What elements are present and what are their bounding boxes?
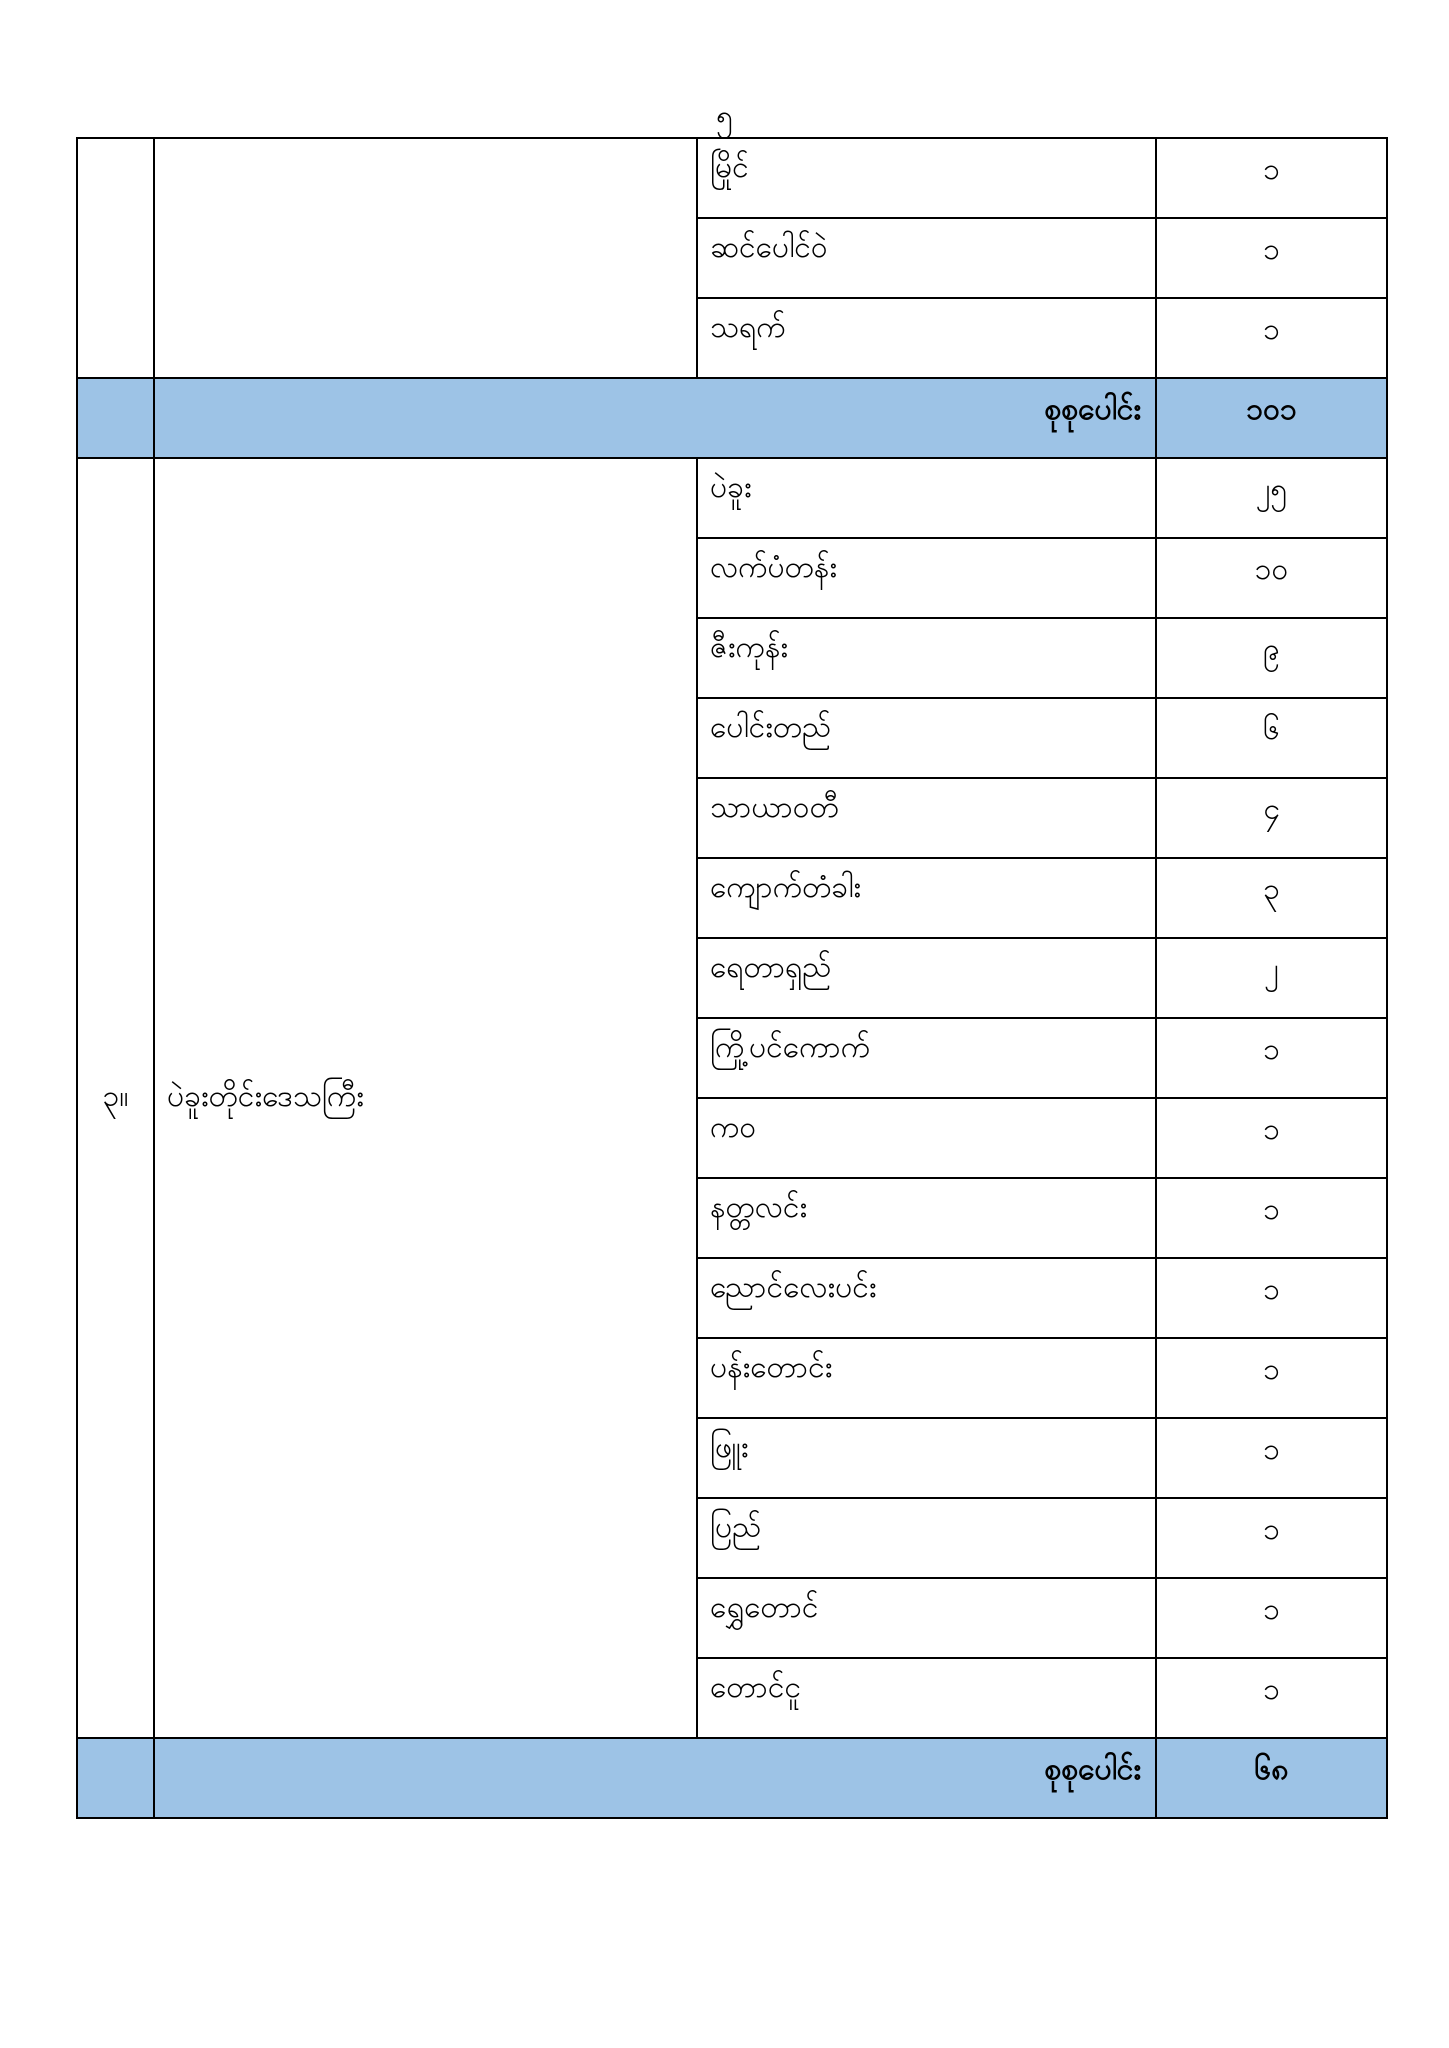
region-cell: ပဲခူးတိုင်းဒေသကြီး (154, 458, 697, 1738)
total-row-blank-cell (77, 378, 154, 458)
township-cell: ပန်းတောင်း (697, 1338, 1156, 1418)
row-number-cell (77, 138, 154, 378)
township-cell: ပဲခူး (697, 458, 1156, 538)
township-cell: ရွှေတောင် (697, 1578, 1156, 1658)
count-cell: ၁ (1156, 1178, 1387, 1258)
total-value: ၆၈ (1156, 1738, 1387, 1818)
region-cell (154, 138, 697, 378)
count-cell: ၃ (1156, 858, 1387, 938)
count-cell: ၉ (1156, 618, 1387, 698)
township-cell: ပြည် (697, 1498, 1156, 1578)
township-cell: ကျောက်တံခါး (697, 858, 1156, 938)
count-cell: ၁ (1156, 1578, 1387, 1658)
township-count-table (76, 137, 1388, 1819)
township-cell: ရေတာရှည် (697, 938, 1156, 1018)
total-label: စုစုပေါင်း (154, 1738, 1156, 1818)
township-cell: ဇီးကုန်း (697, 618, 1156, 698)
count-cell: ၁ (1156, 1098, 1387, 1178)
township-cell: သာယာဝတီ (697, 778, 1156, 858)
count-cell: ၁၀ (1156, 538, 1387, 618)
total-row-blank-cell (77, 1738, 154, 1818)
row-number-cell: ၃။ (77, 458, 154, 1738)
count-cell: ၁ (1156, 1018, 1387, 1098)
township-cell: မြိုင် (697, 138, 1156, 218)
township-cell: ညောင်လေးပင်း (697, 1258, 1156, 1338)
total-row (77, 1738, 1387, 1818)
township-cell: လက်ပံတန်း (697, 538, 1156, 618)
count-cell: ၁ (1156, 1658, 1387, 1738)
township-cell: ကဝ (697, 1098, 1156, 1178)
total-row (77, 378, 1387, 458)
count-cell: ၂၅ (1156, 458, 1387, 538)
page-number: ၅ (716, 99, 733, 134)
township-cell: နတ္တလင်း (697, 1178, 1156, 1258)
count-cell: ၁ (1156, 218, 1387, 298)
table-row (77, 138, 1387, 218)
township-cell: ပေါင်းတည် (697, 698, 1156, 778)
township-cell: သရက် (697, 298, 1156, 378)
count-cell: ၆ (1156, 698, 1387, 778)
total-value: ၁၀၁ (1156, 378, 1387, 458)
count-cell: ၁ (1156, 1498, 1387, 1578)
table-row (77, 458, 1387, 538)
count-cell: ၁ (1156, 1418, 1387, 1498)
count-cell: ၂ (1156, 938, 1387, 1018)
township-cell: ဆင်ပေါင်ဝဲ (697, 218, 1156, 298)
township-cell: ဖြူး (697, 1418, 1156, 1498)
total-label: စုစုပေါင်း (154, 378, 1156, 458)
count-cell: ၁ (1156, 1338, 1387, 1418)
count-cell: ၄ (1156, 778, 1387, 858)
township-cell: တောင်ငူ (697, 1658, 1156, 1738)
township-cell: ကြို့ပင်ကောက် (697, 1018, 1156, 1098)
count-cell: ၁ (1156, 1258, 1387, 1338)
count-cell: ၁ (1156, 138, 1387, 218)
count-cell: ၁ (1156, 298, 1387, 378)
